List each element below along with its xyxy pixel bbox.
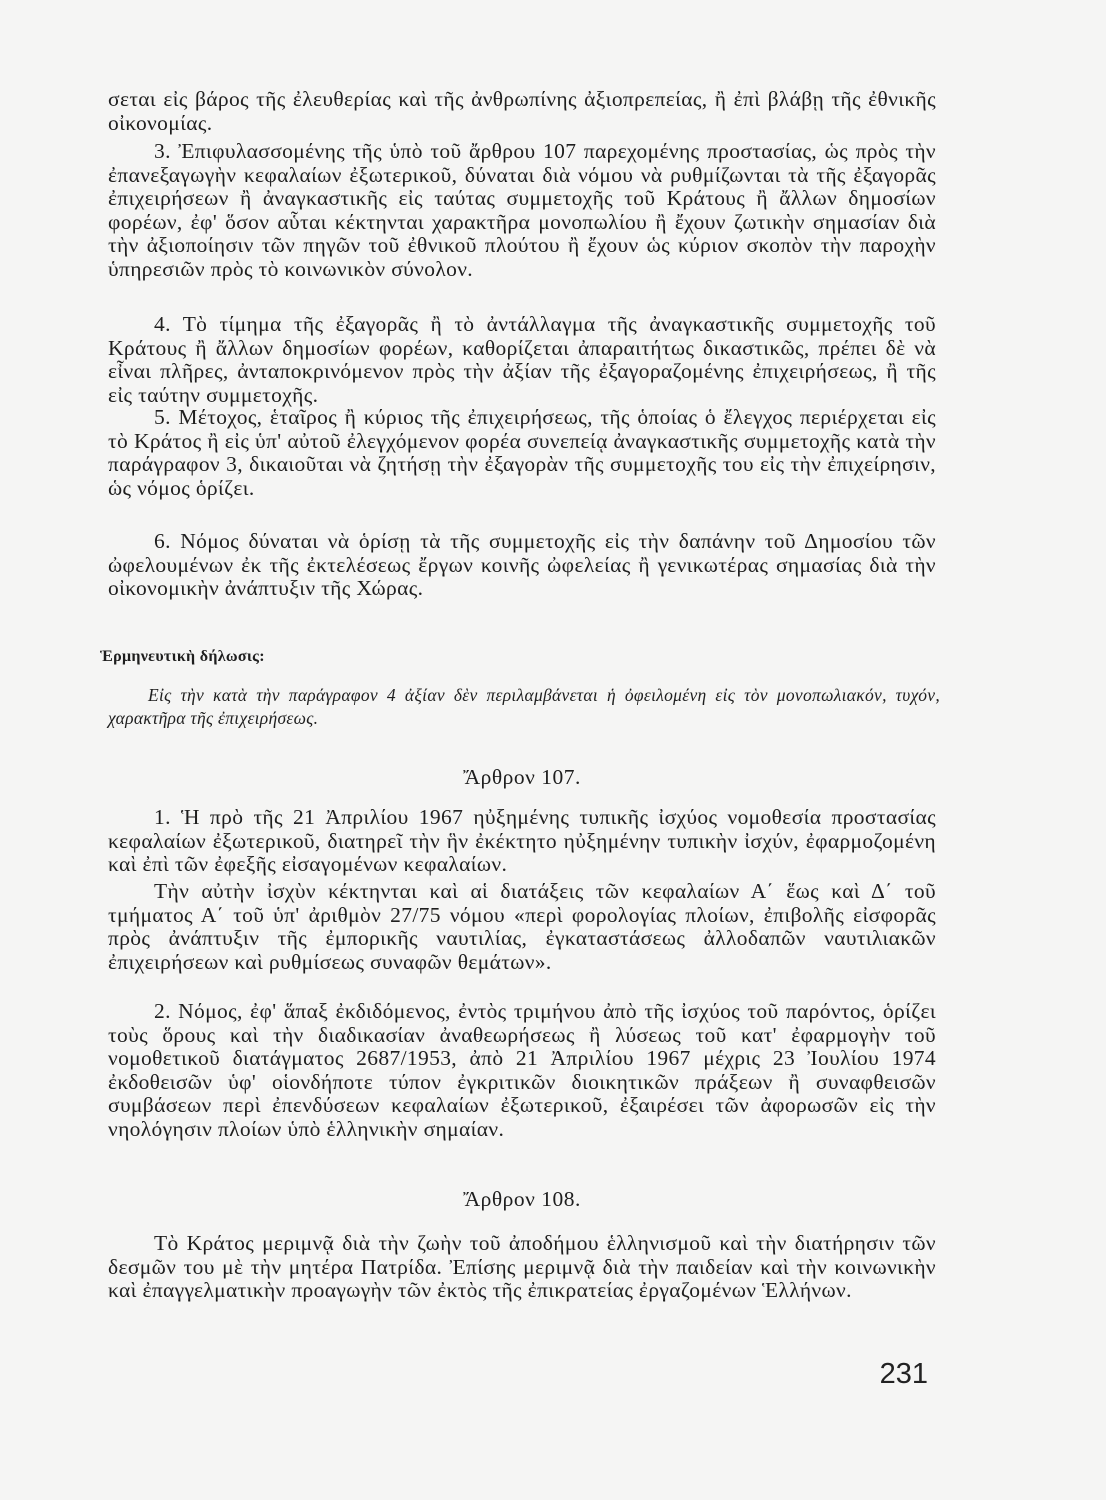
article-107-paragraph-2: 2. Νόμος, ἐφ' ἅπαξ ἐκδιδόμενος, ἐντὸς τριμήνου ἀπὸ τῆς ἰσχύος τοῦ παρόντος, ὁρίζει τοὺς ὅρους καὶ τὴν διαδικασίαν ἀναθεωρήσεως ἢ λύσεως τοῦ κατ' ἐφαρμογὴν τοῦ νομοθετικοῦ διατάγματος 2687/1953, ἀπὸ 21 Ἀπριλίου 1967 μέχρις 23 Ἰουλίου 1974 ἐκδοθεισῶν ὑφ' οἱονδήποτε τύπον ἐγκριτικῶν διοικητικῶν πράξεων ἢ συναφθεισῶν συμβάσεων περὶ ἐπενδύσεων κεφαλαίων ἐξωτερικοῦ, ἐξαιρέσει τῶν ἀφορωσῶν εἰς τὴν νηολόγησιν πλοίων ὑπὸ ἑλληνικὴν σημαίαν.	[108, 999, 936, 1141]
interpretive-statement-text: Εἰς τὴν κατὰ τὴν παράγραφον 4 ἀξίαν δὲν περιλαμβάνεται ἡ ὀφειλομένη εἰς τὸν μονοπωλιακόν, τυχόν, χαρακτῆρα τῆς ἐπιχειρήσεως.	[108, 685, 940, 728]
interpretive-statement-label: Ἑρμηνευτικὴ δήλωσις:	[100, 648, 265, 665]
article-108-heading: Ἄρθρον 108.	[463, 1187, 581, 1211]
article-108-paragraph: Τὸ Κράτος μεριμνᾷ διὰ τὴν ζωὴν τοῦ ἀποδήμου ἑλληνισμοῦ καὶ τὴν διατήρησιν τῶν δεσμῶν του μὲ τὴν μητέρα Πατρίδα. Ἐπίσης μεριμνᾷ διὰ τὴν παιδείαν καὶ τὴν κοινωνικὴν καὶ ἐπαγγελματικὴν προαγωγὴν τῶν ἐκτὸς τῆς ἐπικρατείας ἐργαζομένων Ἑλλήνων.	[108, 1231, 936, 1302]
paragraph-4: 4. Τὸ τίμημα τῆς ἐξαγορᾶς ἢ τὸ ἀντάλλαγμα τῆς ἀναγκαστικῆς συμμετοχῆς τοῦ Κράτους ἢ ἄλλων δημοσίων φορέων, καθορίζεται ἀπαραιτήτως δικαστικῶς, πρέπει δὲ νὰ εἶναι πλῆρες, ἀνταποκρινόμενον πρὸς τὴν ἀξίαν τῆς ἐξαγοραζομένης ἐπιχειρήσεως, ἢ τῆς εἰς ταύτην συμμετοχῆς.	[108, 312, 936, 407]
continuation-paragraph: σεται εἰς βάρος τῆς ἐλευθερίας καὶ τῆς ἀνθρωπίνης ἀξιοπρεπείας, ἢ ἐπὶ βλάβῃ τῆς ἐθνικῆς οἰκονομίας.	[108, 87, 936, 135]
article-107-paragraph-1: 1. Ἡ πρὸ τῆς 21 Ἀπριλίου 1967 ηὐξημένης τυπικῆς ἰσχύος νομοθεσία προστασίας κεφαλαίων ἐξωτερικοῦ, διατηρεῖ τὴν ἣν ἐκέκτητο ηὐξημένην τυπικὴν ἰσχύν, ἐφαρμοζομένη καὶ ἐπὶ τῶν ἐφεξῆς εἰσαγομένων κεφαλαίων.	[108, 805, 936, 876]
paragraph-5: 5. Μέτοχος, ἑταῖρος ἢ κύριος τῆς ἐπιχειρήσεως, τῆς ὁποίας ὁ ἔλεγχος περιέρχεται εἰς τὸ Κράτος ἢ εἰς ὑπ' αὐτοῦ ἐλεγχόμενον φορέα συνεπείᾳ ἀναγκαστικῆς συμμετοχῆς κατὰ τὴν παράγραφον 3, δικαιοῦται νὰ ζητήσῃ τὴν ἐξαγορὰν τῆς συμμετοχῆς του εἰς τὴν ἐπιχείρησιν, ὡς νόμος ὁρίζει.	[108, 405, 936, 500]
article-107-heading: Ἄρθρον 107.	[463, 765, 581, 789]
page-number: 231	[879, 1358, 928, 1390]
paragraph-3: 3. Ἐπιφυλασσομένης τῆς ὑπὸ τοῦ ἄρθρου 107 παρεχομένης προστασίας, ὡς πρὸς τὴν ἐπανεξαγωγὴν κεφαλαίων ἐξωτερικοῦ, δύναται διὰ νόμου νὰ ρυθμίζωνται τὰ τῆς ἐξαγορᾶς ἐπιχειρήσεων ἢ ἀναγκαστικῆς εἰς ταύτας συμμετοχῆς τοῦ Κράτους ἢ ἄλλων δημοσίων φορέων, ἐφ' ὅσον αὗται κέκτηνται χαρακτῆρα μονοπωλίου ἢ ἔχουν ζωτικὴν σημασίαν διὰ τὴν ἀξιοποίησιν τῶν πηγῶν τοῦ ἐθνικοῦ πλούτου ἢ ἔχουν ὡς κύριον σκοπὸν τὴν παροχὴν ὑπηρεσιῶν πρὸς τὸ κοινωνικὸν σύνολον.	[108, 139, 936, 281]
article-107-paragraph-1b: Τὴν αὐτὴν ἰσχὺν κέκτηνται καὶ αἱ διατάξεις τῶν κεφαλαίων Α΄ ἕως καὶ Δ΄ τοῦ τμήματος Α΄ τοῦ ὑπ' ἀριθμὸν 27/75 νόμου «περὶ φορολογίας πλοίων, ἐπιβολῆς εἰσφορᾶς πρὸς ἀνάπτυξιν τῆς ἐμπορικῆς ναυτιλίας, ἐγκαταστάσεως ἀλλοδαπῶν ναυτιλιακῶν ἐπιχειρήσεων καὶ ρυθμίσεως συναφῶν θεμάτων».	[108, 879, 936, 974]
paragraph-6: 6. Νόμος δύναται νὰ ὁρίσῃ τὰ τῆς συμμετοχῆς εἰς τὴν δαπάνην τοῦ Δημοσίου τῶν ὠφελουμένων ἐκ τῆς ἐκτελέσεως ἔργων κοινῆς ὠφελείας ἢ γενικωτέρας σημασίας διὰ τὴν οἰκονομικὴν ἀνάπτυξιν τῆς Χώρας.	[108, 529, 936, 600]
